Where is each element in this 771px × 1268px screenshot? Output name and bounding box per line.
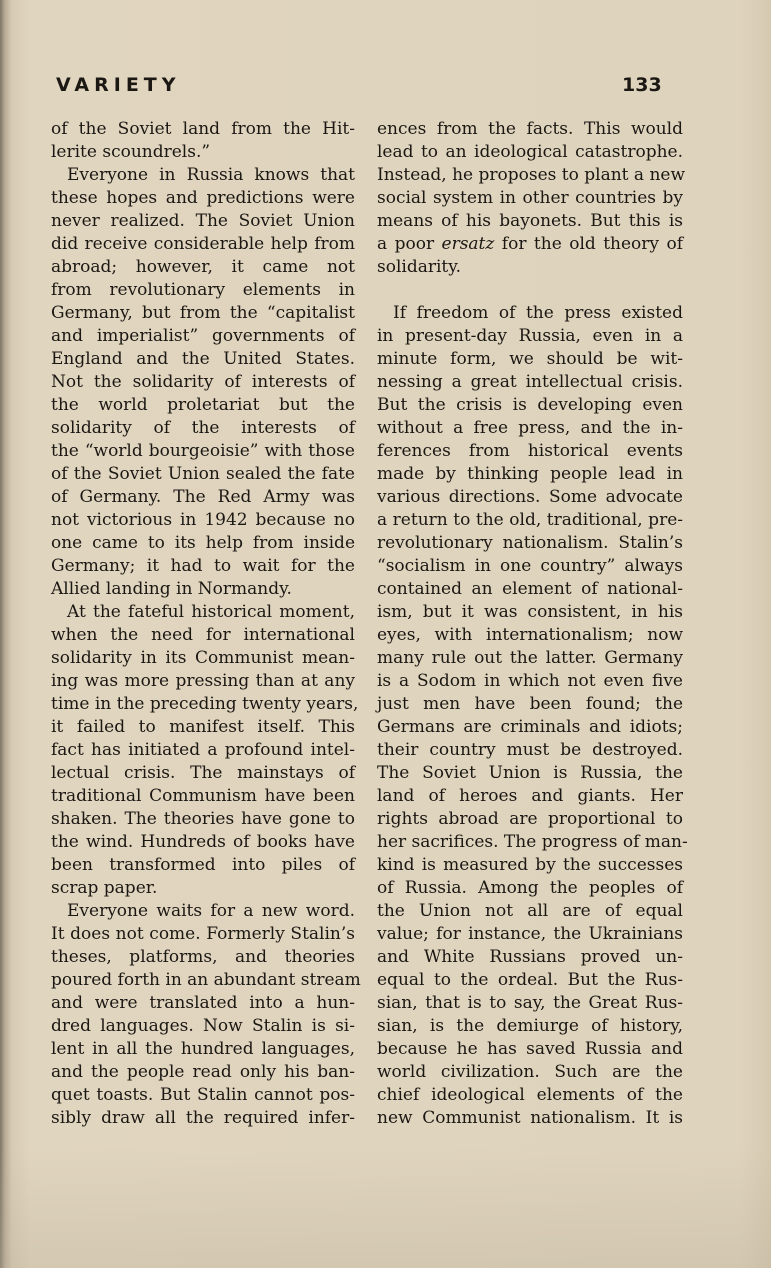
text-line: sibly draw all the required infer- [51, 1108, 355, 1128]
text-line: of the Soviet Union sealed the fate [51, 464, 355, 484]
text-line: “socialism in one country” always [377, 556, 683, 576]
text-line: one came to its help from inside [51, 533, 355, 553]
text-line: solidarity. [377, 257, 461, 277]
text-line: ferences from historical events [377, 441, 683, 461]
text-line: lent in all the hundred languages, [51, 1039, 355, 1059]
text-line: dred languages. Now Stalin is si- [51, 1016, 355, 1036]
text-line: world civilization. Such are the [377, 1062, 683, 1082]
text-line: England and the United States. [51, 349, 355, 369]
text-line: never realized. The Soviet Union [51, 211, 355, 231]
text-line: At the fateful historical moment, [67, 602, 355, 622]
text-line: poured forth in an abundant stream [51, 970, 361, 990]
text-line: Not the solidarity of interests of [51, 372, 355, 392]
text-line: solidarity in its Communist mean- [51, 648, 355, 668]
text-line: rights abroad are proportional to [377, 809, 683, 829]
text-line: scrap paper. [51, 878, 158, 898]
text-line: her sacrifices. The progress of man- [377, 832, 688, 852]
text-line: chief ideological elements of the [377, 1085, 683, 1105]
text-line: new Communist nationalism. It is [377, 1108, 683, 1128]
text-line: Everyone waits for a new word. [67, 901, 355, 921]
paragraph-gap [377, 279, 683, 302]
text-line: the Union not all are of equal [377, 901, 683, 921]
text-line: theses, platforms, and theories [51, 947, 355, 967]
text-line: Germany; it had to wait for the [51, 556, 355, 576]
running-head: VARIETY [56, 74, 181, 96]
text-line: just men have been found; the [377, 694, 683, 714]
left-text-column [51, 118, 361, 1130]
text-line: kind is measured by the successes [377, 855, 683, 875]
text-line: in present-day Russia, even in a [377, 326, 683, 346]
text-line: social system in other countries by [377, 188, 683, 208]
text-line: Everyone in Russia knows that [67, 165, 355, 185]
text-line: it failed to manifest itself. This [51, 717, 355, 737]
text-line: and imperialist” governments of [51, 326, 355, 346]
text-line: It does not come. Formerly Stalin’s [51, 924, 355, 944]
text-line: minute form, we should be wit- [377, 349, 683, 369]
italic-word: ersatz [441, 234, 495, 254]
text-line: If freedom of the press existed [393, 303, 683, 323]
text-line: and the people read only his ban- [51, 1062, 355, 1082]
text-line: means of his bayonets. But this is [377, 211, 683, 231]
text-line: and White Russians proved un- [377, 947, 683, 967]
text-line: lead to an ideological catastrophe. [377, 142, 683, 162]
text-line: did receive considerable help from [51, 234, 355, 254]
text-line: ing was more pressing than at any [51, 671, 355, 691]
text-line: sian, that is to say, the Great Rus- [377, 993, 683, 1013]
text-line: various directions. Some advocate [377, 487, 683, 507]
text-line: lectual crisis. The mainstays of [51, 763, 355, 783]
text-line: a poor ersatz for the old theory of [377, 234, 683, 254]
text-line: a return to the old, traditional, pre- [377, 510, 683, 530]
text-line: been transformed into piles of [51, 855, 355, 875]
text-line: solidarity of the interests of [51, 418, 355, 438]
text-line: contained an element of national- [377, 579, 683, 599]
text-line: these hopes and predictions were [51, 188, 355, 208]
text-line: without a free press, and the in- [377, 418, 683, 438]
text-line: Germans are criminals and idiots; [377, 717, 683, 737]
text-line: Allied landing in Normandy. [51, 579, 292, 599]
text-line: the “world bourgeoisie” with those [51, 441, 355, 461]
text-line: when the need for international [51, 625, 355, 645]
page-number: 133 [622, 74, 662, 96]
text-line: value; for instance, the Ukrainians [377, 924, 683, 944]
text-line: traditional Communism have been [51, 786, 355, 806]
text-line: abroad; however, it came not [51, 257, 355, 277]
text-line: ences from the facts. This would [377, 119, 683, 139]
text-line: time in the preceding twenty years, [51, 694, 359, 714]
text-line: Instead, he proposes to plant a new [377, 165, 686, 185]
text-line: of the Soviet land from the Hit- [51, 119, 355, 139]
text-line: is a Sodom in which not even five [377, 671, 683, 691]
text-line: But the crisis is developing even [377, 395, 683, 415]
text-line: The Soviet Union is Russia, the [377, 763, 683, 783]
text-line: Germany, but from the “capitalist [51, 303, 355, 323]
text-line: sian, is the demiurge of history, [377, 1016, 683, 1036]
right-text-column [377, 118, 688, 1130]
text-line: ism, but it was consistent, in his [377, 602, 683, 622]
text-line: many rule out the latter. Germany [377, 648, 683, 668]
text-line: from revolutionary elements in [51, 280, 355, 300]
text-line: quet toasts. But Stalin cannot pos- [51, 1085, 355, 1105]
text-line: because he has saved Russia and [377, 1039, 683, 1059]
text-line: lerite scoundrels.” [51, 142, 211, 162]
text-line: not victorious in 1942 because no [51, 510, 355, 530]
text-line: revolutionary nationalism. Stalin’s [377, 533, 683, 553]
text-line: equal to the ordeal. But the Rus- [377, 970, 683, 990]
text-line: the world proletariat but the [51, 395, 355, 415]
text-line: nessing a great intellectual crisis. [377, 372, 683, 392]
text-line: land of heroes and giants. Her [377, 786, 683, 806]
text-line: made by thinking people lead in [377, 464, 683, 484]
text-line: fact has initiated a profound intel- [51, 740, 355, 760]
text-line: of Germany. The Red Army was [51, 487, 355, 507]
text-line: eyes, with internationalism; now [377, 625, 683, 645]
text-line: and were translated into a hun- [51, 993, 355, 1013]
text-line: of Russia. Among the peoples of [377, 878, 683, 898]
text-line: the wind. Hundreds of books have [51, 832, 355, 852]
text-line: their country must be destroyed. [377, 740, 683, 760]
text-line: shaken. The theories have gone to [51, 809, 355, 829]
